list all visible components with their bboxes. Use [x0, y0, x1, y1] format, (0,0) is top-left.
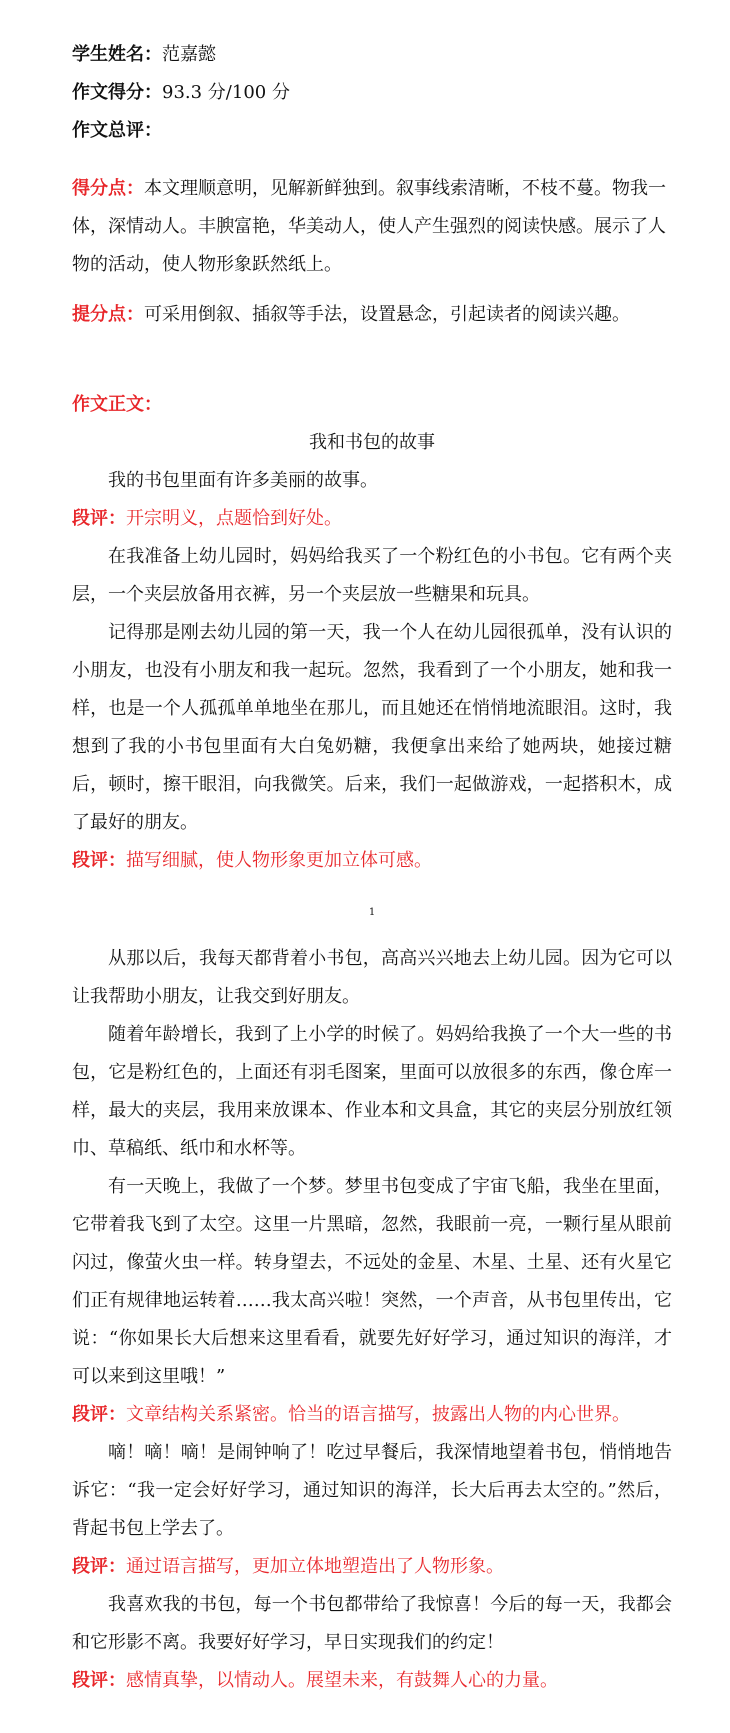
paragraph-comment-label: 段评：	[72, 1670, 126, 1691]
paragraph-comment-label: 段评：	[72, 508, 126, 529]
paragraph-comment-text: 描写细腻，使人物形象更加立体可感。	[126, 850, 432, 871]
page-number: 1	[368, 907, 376, 918]
paragraph-comment	[72, 842, 672, 880]
overall-review-label: 作文总评：	[72, 120, 162, 141]
highlights-label: 得分点：	[72, 178, 144, 199]
essay-paragraph: 在我准备上幼儿园时，妈妈给我买了一个粉红色的小书包。它有两个夹层，一个夹层放备用衣裤，另一个夹层放一些糖果和玩具。	[72, 546, 672, 605]
paragraph-comment	[72, 1396, 672, 1434]
essay-paragraph: 记得那是刚去幼儿园的第一天，我一个人在幼儿园很孤单，没有认识的小朋友，也没有小朋友和我一起玩。忽然，我看到了一个小朋友，她和我一样，也是一个人孤孤单单地坐在那儿，而且她还在悄悄地流眼泪。这时，我想到了我的小书包里面有大白兔奶糖，我便拿出来给了她两块，她接过糖后，顿时，擦干眼泪，向我微笑。后来，我们一起做游戏，一起搭积木，成了最好的朋友。	[72, 622, 672, 833]
improvements-text: 可采用倒叙、插叙等手法，设置悬念，引起读者的阅读兴趣。	[144, 304, 630, 325]
paragraph-comment-label: 段评：	[72, 850, 126, 871]
score-label: 作文得分：	[72, 82, 162, 103]
paragraph-comment	[72, 500, 672, 538]
essay-paragraph: 我喜欢我的书包，每一个书包都带给了我惊喜！今后的每一天，我都会和它形影不离。我要好好学习，早日实现我们的约定！	[72, 1594, 672, 1653]
essay-body	[72, 462, 672, 1700]
essay-paragraph: 嘀！嘀！嘀！是闹钟响了！吃过早餐后，我深情地望着书包，悄悄地告诉它：“我一定会好好学习，通过知识的海洋，长大后再去太空的。”然后，背起书包上学去了。	[72, 1442, 672, 1539]
overall-review-line	[72, 112, 672, 150]
paragraph-comment-text: 感情真挚，以情动人。展望未来，有鼓舞人心的力量。	[126, 1670, 558, 1691]
essay-paragraph: 从那以后，我每天都背着小书包，高高兴兴地去上幼儿园。因为它可以让我帮助小朋友，让我交到好朋友。	[72, 948, 672, 1007]
score-value: 93.3 分/100 分	[162, 82, 290, 103]
paragraph-comment-text: 开宗明义，点题恰到好处。	[126, 508, 342, 529]
essay-section-label: 作文正文：	[72, 394, 162, 415]
paragraph-comment	[72, 1548, 672, 1586]
paragraph-comment-label: 段评：	[72, 1556, 126, 1577]
essay-paragraph: 随着年龄增长，我到了上小学的时候了。妈妈给我换了一个大一些的书包，它是粉红色的，上面还有羽毛图案，里面可以放很多的东西，像仓库一样，最大的夹层，我用来放课本、作业本和文具盒，其它的夹层分别放红领巾、草稿纸、纸巾和水杯等。	[72, 1024, 672, 1159]
student-name-value: 范嘉懿	[162, 44, 216, 65]
document-page	[72, 36, 672, 1700]
essay-paragraph: 有一天晚上，我做了一个梦。梦里书包变成了宇宙飞船，我坐在里面，它带着我飞到了太空。这里一片黑暗，忽然，我眼前一亮，一颗行星从眼前闪过，像萤火虫一样。转身望去，不远处的金星、木星、土星、还有火星它们正有规律地运转着……我太高兴啦！突然，一个声音，从书包里传出，它说：“你如果长大后想来这里看看，就要先好好学习，通过知识的海洋，才可以来到这里哦！”	[72, 1176, 672, 1387]
score-line	[72, 74, 672, 112]
highlights-block	[72, 170, 672, 284]
improvements-block	[72, 296, 672, 334]
paragraph-comment-text: 文章结构关系紧密。恰当的语言描写，披露出人物的内心世界。	[126, 1404, 630, 1425]
paragraph-comment-text: 通过语言描写，更加立体地塑造出了人物形象。	[126, 1556, 504, 1577]
improvements-label: 提分点：	[72, 304, 144, 325]
essay-paragraph: 我的书包里面有许多美丽的故事。	[108, 470, 378, 491]
essay-title: 我和书包的故事	[309, 432, 435, 453]
student-name-label: 学生姓名：	[72, 44, 162, 65]
highlights-text: 本文理顺意明，见解新鲜独到。叙事线索清晰，不枝不蔓。物我一体，深情动人。丰腴富艳，华美动人，使人产生强烈的阅读快感。展示了人物的活动，使人物形象跃然纸上。	[72, 178, 666, 275]
paragraph-comment-label: 段评：	[72, 1404, 126, 1425]
paragraph-comment	[72, 1662, 672, 1700]
student-name-line	[72, 36, 672, 74]
